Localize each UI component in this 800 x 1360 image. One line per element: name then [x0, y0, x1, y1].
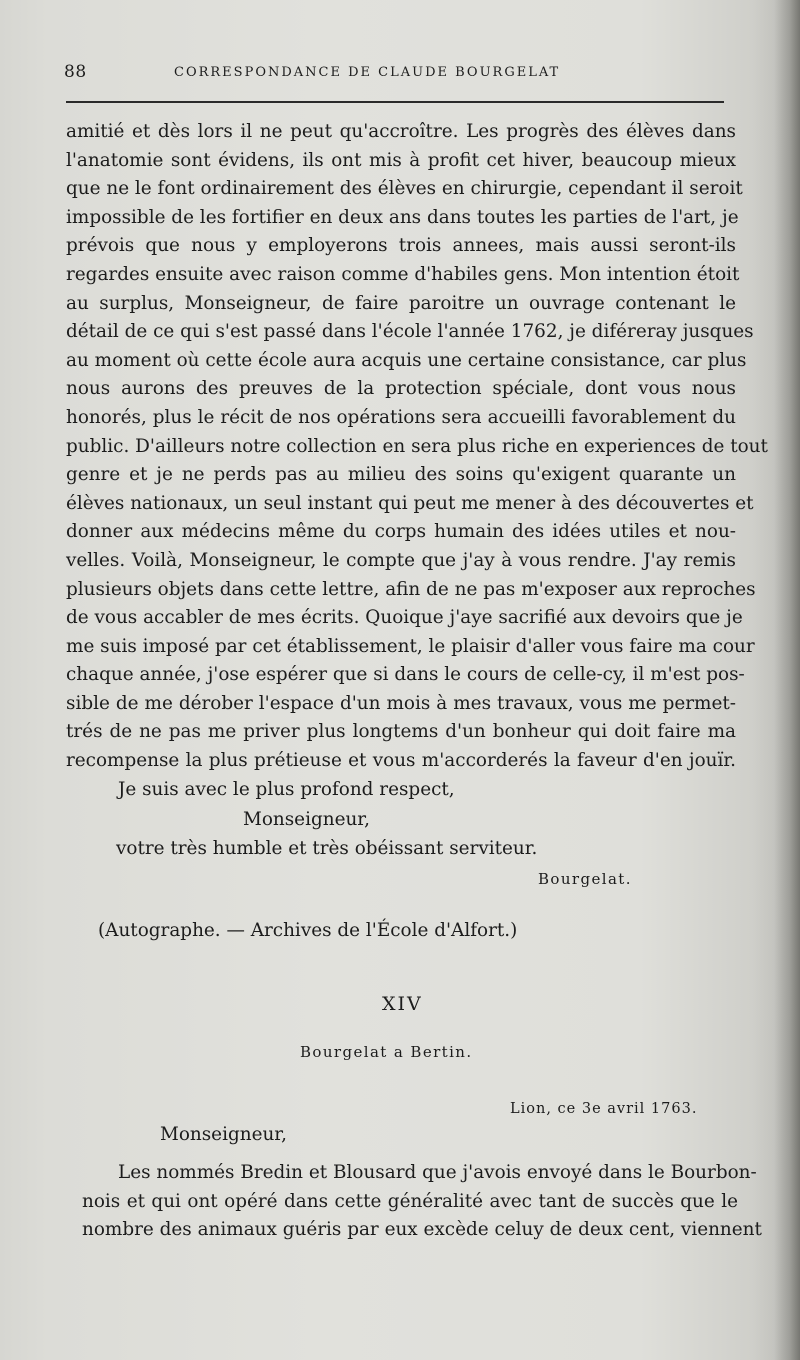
text-line: détail de ce qui s'est passé dans l'école l'année 1762, je diféreray jusques — [66, 321, 754, 343]
text-line: l'anatomie sont évidens, ils ont mis à profit cet hiver, beaucoup mieux — [66, 149, 736, 171]
source-note: (Autographe. — Archives de l'École d'Alfort.) — [98, 920, 518, 941]
text-line: au moment où cette école aura acquis une certaine consistance, car plus — [66, 349, 747, 371]
text-line: plusieurs objets dans cette lettre, afin de ne pas m'exposer aux reproches — [66, 578, 756, 600]
closing-salutation: Monseigneur, — [243, 809, 370, 830]
section-heading: Bourgelat a Bertin. — [300, 1043, 473, 1061]
text-line: élèves nationaux, un seul instant qui peut me mener à des découvertes et — [66, 492, 754, 514]
closing-servant-line: votre très humble et très obéissant serviteur. — [116, 838, 538, 859]
text-line: nombre des animaux guéris par eux excède celuy de deux cent, viennent — [82, 1219, 762, 1241]
text-line: genre et je ne perds pas au milieu des soins qu'exigent quarante un — [66, 464, 736, 486]
dateline: Lion, ce 3e avril 1763. — [510, 1101, 698, 1117]
text-line: me suis imposé par cet établissement, le plaisir d'aller vous faire ma cour — [66, 635, 755, 657]
text-line: sible de me dérober l'espace d'un mois à mes travaux, vous me permet- — [66, 692, 736, 714]
text-line: chaque année, j'ose espérer que si dans le cours de celle-cy, il m'est pos- — [66, 664, 745, 686]
text-line: trés de ne pas me priver plus longtems d'un bonheur qui doit faire ma — [66, 721, 736, 743]
text-line: Les nommés Bredin et Blousard que j'avois envoyé dans le Bourbon- — [118, 1162, 757, 1183]
text-line: impossible de les fortifier en deux ans dans toutes les parties de l'art, je — [66, 206, 739, 228]
letter-body — [66, 118, 768, 804]
text-line: honorés, plus le récit de nos opérations sera accueilli favorablement du — [66, 406, 736, 428]
running-head — [64, 62, 724, 86]
running-title: CORRESPONDANCE DE CLAUDE BOURGELAT — [174, 65, 561, 80]
text-line: de vous accabler de mes écrits. Quoique j'aye sacrifié aux devoirs que je — [66, 607, 743, 629]
header-rule — [66, 101, 724, 103]
text-line: au surplus, Monseigneur, de faire paroitre un ouvrage contenant le — [66, 292, 736, 314]
text-line: velles. Voilà, Monseigneur, le compte que j'ay à vous rendre. J'ay remis — [66, 549, 736, 571]
page-number: 88 — [64, 62, 87, 82]
section-numeral: XIV — [382, 993, 423, 1015]
text-line: prévois que nous y employerons trois annees, mais aussi seront-ils — [66, 235, 736, 257]
text-line: amitié et dès lors il ne peut qu'accroître. Les progrès des élèves dans — [66, 121, 736, 142]
text-line: nois et qui ont opéré dans cette généralité avec tant de succès que le — [82, 1190, 738, 1212]
section-salutation: Monseigneur, — [160, 1124, 287, 1145]
text-line: que ne le font ordinairement des élèves en chirurgie, cependant il seroit — [66, 178, 743, 200]
text-line: donner aux médecins même du corps humain des idées utiles et nou- — [66, 521, 736, 543]
section-body — [66, 1159, 762, 1245]
text-line: nous aurons des preuves de la protection spéciale, dont vous nous — [66, 378, 736, 400]
text-line: public. D'ailleurs notre collection en sera plus riche en experiences de tout — [66, 435, 768, 457]
text-line: recompense la plus prétieuse et vous m'accorderés la faveur d'en jouïr. — [66, 750, 736, 772]
text-line: regardes ensuite avec raison comme d'habiles gens. Mon intention étoit — [66, 263, 740, 285]
closing-respect-line: Je suis avec le plus profond respect, — [118, 778, 455, 800]
signature: Bourgelat. — [538, 870, 632, 888]
